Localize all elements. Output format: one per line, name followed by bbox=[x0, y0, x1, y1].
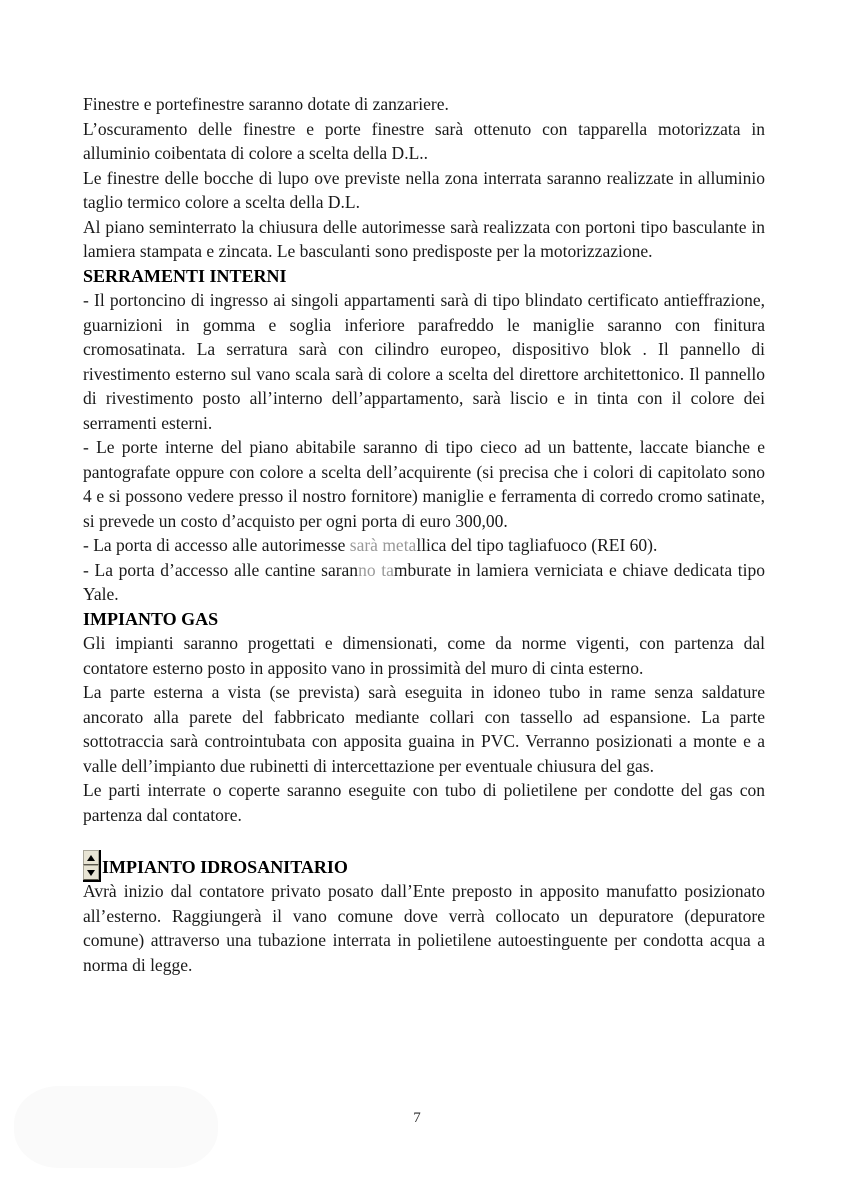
intro-paragraph-seminterrato: Al piano seminterrato la chiusura delle autorimesse sarà realizzata con portoni tipo basculante in lamiera stampata e zincata. Le basculanti sono predisposte per la motorizzazione. bbox=[83, 216, 765, 261]
intro-paragraph-bocche-di-lupo: Le finestre delle bocche di lupo ove previste nella zona interrata saranno realizzate in alluminio taglio termico colore a scelta della D.L. bbox=[83, 167, 765, 212]
text-segment: - La porta d’accesso alle cantine saran bbox=[83, 559, 359, 580]
section-title-impianto-idrosanitario: IMPIANTO IDROSANITARIO bbox=[102, 856, 348, 877]
text-segment: llica del tipo tagliafuoco (REI 60). bbox=[416, 535, 658, 555]
idro-section bbox=[83, 847, 765, 977]
serramenti-paragraph-porte-interne: - Le porte interne del piano abitabile saranno di tipo cieco ad un battente, laccate bianche e pantografate oppure con colore a scelta dell’acquirente (si precisa che i colori di capitolato sono 4 e si possono vedere presso il nostro fornitore) maniglie e ferramenta di corredo cromo satinate, si prevede un costo d’acquisto per ogni porta di euro 300,00. bbox=[83, 437, 765, 531]
text-segment: mburate in lamiera verniciata e chiave dedicata tipo Yale. bbox=[83, 559, 765, 604]
page-number: 7 bbox=[413, 1110, 421, 1126]
document-body bbox=[83, 92, 765, 977]
intro-paragraph-oscuramento: L’oscuramento delle finestre e porte finestre sarà ottenuto con tapparella motorizzata in alluminio coibentata di colore a scelta della D.L.. bbox=[83, 118, 765, 163]
spin-down-button[interactable] bbox=[83, 865, 99, 880]
gas-paragraph-impianti: Gli impianti saranno progettati e dimensionati, come da norme vigenti, con partenza dal contatore esterno posto in apposito vano in prossimità del muro di cinta esterno. bbox=[83, 633, 765, 678]
serramenti-paragraph-porta-autorimesse bbox=[83, 533, 765, 558]
spin-up-button[interactable] bbox=[83, 850, 99, 865]
gas-paragraph-parti-interrate: Le parti interrate o coperte saranno eseguite con tubo di polietilene per condotte del gas con partenza dal contatore. bbox=[83, 780, 765, 825]
serramenti-paragraph-porta-cantine bbox=[83, 558, 765, 607]
section-title-serramenti-interni: SERRAMENTI INTERNI bbox=[83, 265, 287, 286]
intro-paragraph-zanzariere: Finestre e portefinestre saranno dotate di zanzariere. bbox=[83, 94, 449, 114]
serramenti-paragraph-portoncino: - Il portoncino di ingresso ai singoli appartamenti sarà di tipo blindato certificato antieffrazione, guarnizioni in gomma e soglia inferiore parafreddo le maniglie saranno con finitura cromosatinata. La serratura sarà con cilindro europeo, dispositivo blok . Il pannello di rivestimento esterno sul vano scala sarà di colore a scelta del direttore architettonico. Il pannello di rivestimento posto all’interno dell’appartamento, sarà liscio e in tinta con il colore dei serramenti esterni. bbox=[83, 290, 765, 433]
idro-heading-row bbox=[83, 847, 765, 879]
faded-text-segment: no ta bbox=[358, 559, 394, 580]
idro-paragraph-contatore: Avrà inizio dal contatore privato posato dall’Ente preposto in apposito manufatto posizionato all’esterno. Raggiungerà il vano comune dove verrà collocato un depuratore (depuratore comune) attraverso una tubazione interrata in polietilene autoestinguente per condotta acqua a norma di legge. bbox=[83, 881, 765, 975]
gas-paragraph-parte-esterna: La parte esterna a vista (se prevista) sarà eseguita in idoneo tubo in rame senza saldature ancorato alla parete del fabbricato mediante collari con tassello ad espansione. La parte sottotraccia sarà controintubata con apposita guaina in PVC. Verranno posizionati a monte e a valle dell’impianto due rubinetti di intercettazione per eventuale chiusura del gas. bbox=[83, 682, 765, 776]
spin-control[interactable] bbox=[83, 850, 101, 882]
faded-text-segment: sarà meta bbox=[349, 535, 417, 555]
triangle-up-icon bbox=[87, 855, 95, 861]
text-segment: - La porta di accesso alle autorimesse bbox=[83, 535, 350, 555]
section-title-impianto-gas: IMPIANTO GAS bbox=[83, 608, 219, 629]
triangle-down-icon bbox=[87, 870, 95, 876]
